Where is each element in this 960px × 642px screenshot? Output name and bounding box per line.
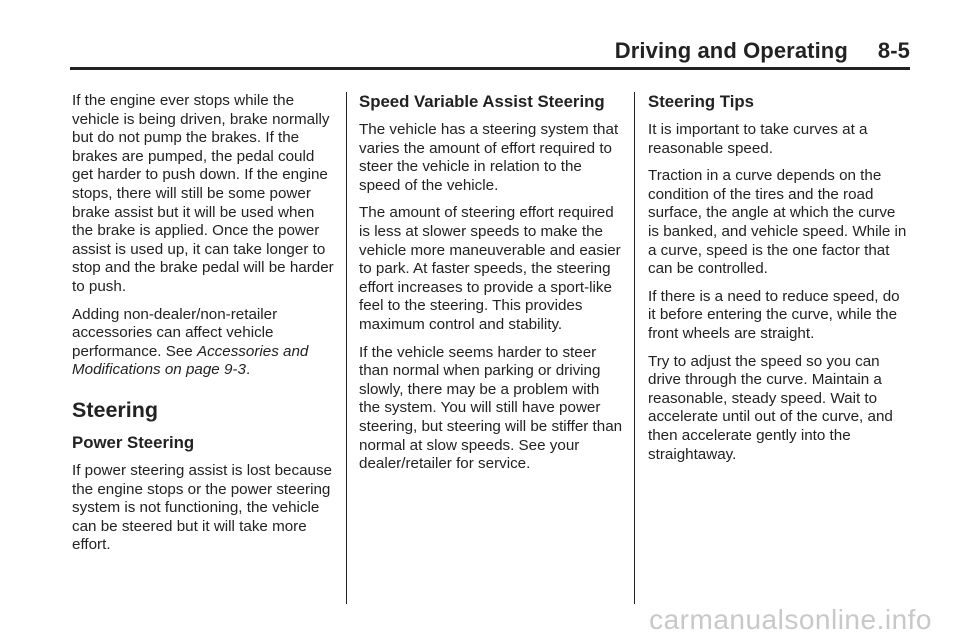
page-header: [615, 38, 910, 64]
accessories-paragraph: [72, 306, 334, 380]
speed-variable-paragraph-2: The amount of steering effort required is less at slower speeds to make the vehicle more maneuverable and easier to park. At faster speeds, the steering effort increases to provide a sport-like feel to the steering. This provides maximum control and stability.: [359, 204, 621, 333]
power-steering-paragraph: If power steering assist is lost because the engine stops or the power steering system is not functioning, the vehicle can be steered but it will take more effort.: [72, 461, 332, 554]
header-rule: [70, 67, 910, 70]
column-1: [72, 92, 334, 564]
steering-tips-paragraph-2: Traction in a curve depends on the condition of the tires and the road surface, the angle at which the curve is banked, and vehicle speed. While in a curve, speed is the one factor that can be controlled.: [648, 167, 907, 278]
accessories-link[interactable]: Accessories and Modifications on page 9-3: [72, 342, 309, 379]
column-divider-2: [634, 92, 635, 604]
header-page-number: 8-5: [877, 38, 910, 63]
engine-stop-paragraph: If the engine ever stops while the vehicle is being driven, brake normally but do not pump the brakes. If the brakes are pumped, the pedal could get harder to push down. If the engine stops, there will still be some power brake assist but it will be used when the brake is applied. Once the power assist is used up, it can take longer to stop and the brake pedal will be harder to push.: [72, 92, 334, 295]
steering-tips-paragraph-3: If there is a need to reduce speed, do it before entering the curve, while the front wheels are straight.: [648, 287, 900, 342]
speed-variable-paragraph-3: If the vehicle seems harder to steer than normal when parking or driving slowly, there may be a problem with the system. You will still have power steering, but steering will be stiffer than normal at slow speeds. See your dealer/retailer for service.: [359, 343, 623, 473]
power-steering-heading: Power Steering: [72, 432, 195, 452]
column-2: [359, 92, 623, 483]
header-section-title: Driving and Operating: [614, 38, 848, 63]
watermark: carmanualsonline.info: [649, 604, 932, 635]
accessories-period: .: [245, 361, 251, 379]
column-divider-1: [346, 92, 347, 604]
speed-variable-heading: Speed Variable Assist Steering: [359, 92, 605, 111]
speed-variable-paragraph-1: The vehicle has a steering system that varies the amount of effort required to steer the vehicle in relation to the speed of the vehicle.: [359, 121, 619, 194]
steering-tips-heading: Steering Tips: [648, 92, 754, 111]
accessories-text: Adding non-dealer/non-retailer accessories can affect vehicle performance. See: [72, 305, 278, 360]
steering-tips-paragraph-4: Try to adjust the speed so you can drive through the curve. Maintain a reasonable, steady speed. Wait to accelerate until out of the curve, and then accelerate gently into the straightaway.: [648, 352, 893, 463]
steering-heading: Steering: [72, 397, 159, 422]
steering-tips-paragraph-1: It is important to take curves at a reasonable speed.: [648, 121, 868, 157]
column-3: [648, 92, 910, 473]
